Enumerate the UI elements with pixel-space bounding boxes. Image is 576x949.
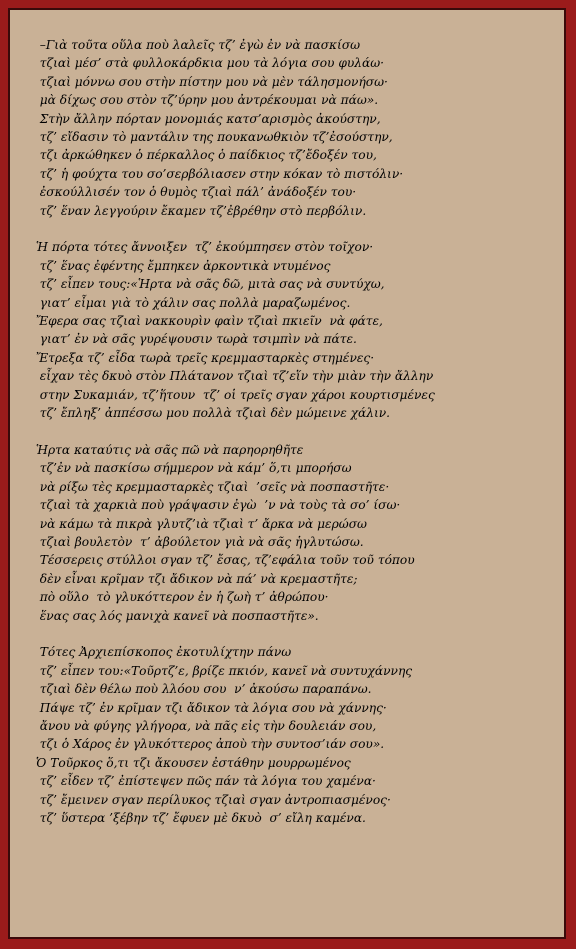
poem-line: τζ’ εἴδασιν τὸ μαντάλιν της πουκανωθκιὸν τζ’ἐσούστην,: [32, 130, 393, 145]
poem-line: εἶχαν τὲς δκυὸ στὸν Πλάτανον τζιαὶ τζ’εἵν τὴν μιὰν τὴν ἄλλην: [32, 369, 434, 384]
poem-line: Ἡ πόρτα τότες ἄννοιξεν τζ’ ἐκούμπησεν στὸν τοῖχον·: [32, 240, 374, 255]
poem-line: τζ’ἐν νὰ πασκίσω σήμμερον νὰ κάμ’ ὅ,τι μπορήσω: [32, 461, 352, 476]
stanza-gap: [32, 423, 562, 441]
poem-text: [32, 36, 562, 827]
poem-line: ἐσκούλλισέν τον ὁ θυμὸς τζιαὶ πάλ’ ἀνάδοξέν του·: [32, 185, 357, 200]
poem-line: τζ’ ὕστερα ’ξέβην τζ’ ἔφυεν μὲ δκυὸ σ’ εἴλη καμένα.: [32, 811, 366, 826]
poem-line: στην Συκαμιάν, τζ’ἥτουν τζ’ οἱ τρεῖς σγαν χάροι κουρτισμένες: [32, 387, 435, 402]
poem-line: Στὴν ἄλλην πόρταν μονομιάς κατσ’αρισμὸς ἀκούστην,: [32, 111, 381, 126]
poem-line: τζ’ ἔπληξ’ ἀππέσσω μου πολλὰ τζιαὶ δὲν μώμεινε χάλιν.: [32, 406, 391, 421]
poem-line: τζιαὶ βουλετὸν τ’ ἀβούλετον γιὰ νὰ σᾶς ἡγλυτώσω.: [32, 534, 364, 549]
stanza: [32, 643, 562, 827]
poem-line: δὲν εἶναι κρῖμαν τζι ἄδικον νὰ πά’ νὰ κρεμαστῆτε;: [32, 571, 358, 586]
poem-line: πὸ οὕλο τὸ γλυκόττερον ἐν ἡ ζωὴ τ’ ἀθρώπου·: [32, 590, 329, 605]
poem-line: ἄνου νὰ φύγης γλήγορα, νὰ πᾶς εἰς τὴν δουλειάν σου,: [32, 718, 377, 733]
poem-line: γιατ’ εἶμαι γιὰ τὸ χάλιν σας πολλὰ μαραζωμένος.: [32, 295, 351, 310]
poem-line: Τέσσερεις στύλλοι σγαν τζ’ ἔσας, τζ’εφάλια τοῦν τοῦ τόπου: [32, 553, 415, 568]
poem-line: τζ’ εἶπεν τους:«Ἡρτα νὰ σᾶς δῶ, μιτὰ σας νὰ συντύχω,: [32, 277, 385, 292]
stanza: [32, 238, 562, 422]
poem-line: τζ’ ἡ φούχτα του σο’σερβόλιασεν στην κόκαν τὸ πιστόλιν·: [32, 166, 404, 181]
poem-line: τζιαὶ μόννω σου στὴν πίστην μου νὰ μὲν τάλησμονήσω·: [32, 74, 388, 89]
poem-line: γιατ’ ἐν νὰ σᾶς γυρέψουσιν τωρὰ τσιμπὶν νὰ πάτε.: [32, 332, 357, 347]
stanza: [32, 36, 562, 220]
poem-line: μὰ δίχως σου στὸν τζ’ύρην μου ἀντρέκουμαι νὰ πάω».: [32, 93, 379, 108]
poem-line: Τότες Ἀρχιεπίσκοπος ἐκοτυλίχτην πάνω: [32, 645, 292, 660]
poem-line: τζι ὁ Χάρος ἐν γλυκόττερος ἀποὺ τὴν συντοσ’ιάν σου».: [32, 737, 385, 752]
poem-line: τζ’ εἶδεν τζ’ ἐπίστεψεν πῶς πάν τὰ λόγια του χαμένα·: [32, 774, 376, 789]
stanza-gap: [32, 625, 562, 643]
poem-line: Πάψε τζ’ ἐν κρῖμαν τζι ἄδικον τὰ λόγια σου νὰ χάννης·: [32, 700, 387, 715]
stanza: [32, 441, 562, 625]
page-frame: [8, 8, 566, 939]
poem-line: Ὁ Τοῦρκος ὅ,τι τζι ἄκουσεν ἐστάθην μουρρωμένος: [32, 755, 351, 770]
poem-line: τζιαὶ τὰ χαρκιὰ ποὺ γράψασιν ἐγὼ ’ν νὰ τοὺς τὰ σο’ ίσω·: [32, 498, 401, 513]
poem-line: τζ’ ἕνας ἐφέντης ἔμπηκεν ἀρκοντικὰ ντυμένος: [32, 258, 331, 273]
poem-line: τζιαὶ δὲν θέλω ποὺ λλόου σου ν’ ἀκούσω παραπάνω.: [32, 682, 372, 697]
stanza-gap: [32, 220, 562, 238]
poem-line: νὰ ρίξω τὲς κρεμμασταρκὲς τζιαὶ ’σεῖς νὰ ποσπαστῆτε·: [32, 479, 390, 494]
poem-line: τζι ἀρκώθηκεν ὁ πέρκαλλος ὁ παίδκιος τζ’ἔδοξέν του,: [32, 148, 377, 163]
poem-line: νὰ κάμω τὰ πικρὰ γλυτζ’ιὰ τζιαὶ τ’ ἄρκα νὰ μερώσω: [32, 516, 367, 531]
poem-line: –Γιὰ τοῦτα οὕλα ποὺ λαλεῖς τζ’ ἐγὼ ἐν νὰ πασκίσω: [32, 38, 361, 52]
poem-line: τζιαὶ μέσ’ στὰ φυλλοκάρδκια μου τὰ λόγια σου φυλάω·: [32, 56, 385, 71]
poem-line: τζ’ εἶπεν του:«Τοῦρτζ’ε, βρίζε πκιόν, κανεῖ νὰ συντυχάννης: [32, 663, 413, 678]
poem-line: Ἔτρεξα τζ’ εἶδα τωρὰ τρεῖς κρεμμασταρκὲς στημένες·: [32, 350, 375, 365]
poem-line: τζ’ ἕναν λεγγούριν ἔκαμεν τζ’ἐβρέθην στὸ περβόλιν.: [32, 203, 367, 218]
poem-line: τζ’ ἔμεινεν σγαν περίλυκος τζιαὶ σγαν ἀντροπιασμένος·: [32, 792, 391, 807]
poem-line: Ἔφερα σας τζιαὶ νακκουρὶν φαὶν τζιαὶ πκιεῖν νὰ φάτε,: [32, 314, 383, 329]
poem-line: Ἡρτα καταύτις νὰ σᾶς πῶ νὰ παρηορηθῆτε: [32, 442, 304, 457]
poem-line: ἕνας σας λός μανιχὰ κανεῖ νὰ ποσπαστῆτε».: [32, 608, 319, 623]
